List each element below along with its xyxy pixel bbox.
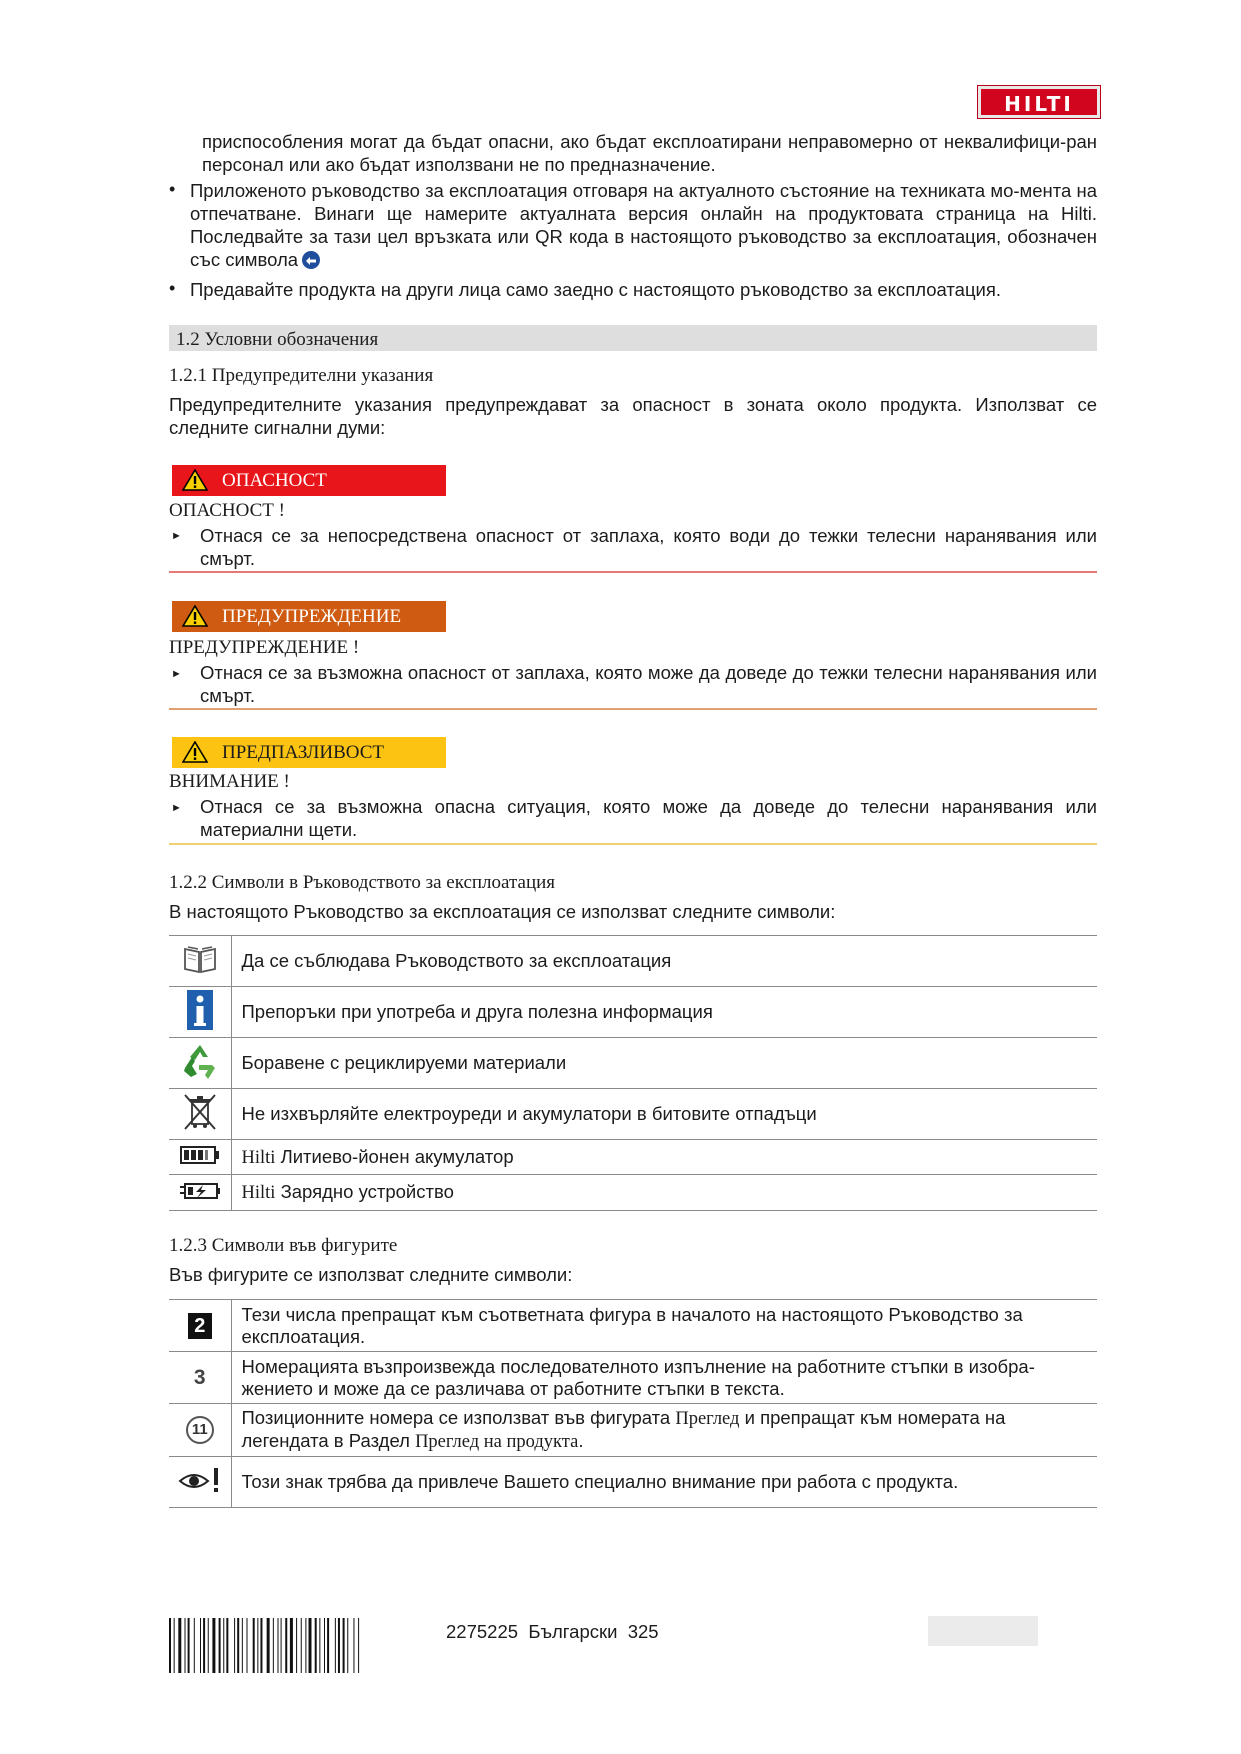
eye-attention-icon [178,1466,222,1494]
step-number-icon: 3 [193,1365,206,1389]
table-cell: Тези числа препращат към съответната фигура в началото на настоящото Ръководство за експлоатация. [231,1300,1097,1352]
figure-symbols-table [169,1299,1097,1508]
danger-signal-box [172,465,446,496]
table-cell: Препоръки при употреба и друга полезна информация [231,987,1097,1038]
intro-bullet-2: Предавайте продукта на други лица само заедно с настоящото ръководство за експлоатация. [190,279,1002,300]
danger-label: ОПАСНОСТ [222,470,327,491]
danger-title: ОПАСНОСТ ! [169,500,285,521]
table-cell: Да се съблюдава Ръководството за експлоатация [231,936,1097,987]
arrow-bullet-icon: ► [171,668,182,680]
manual-symbols-heading: 1.2.2 Символи в Ръководството за експлоатация [169,872,556,893]
table-row [169,936,1097,987]
page-footer: 2275225 Български 325 [446,1621,659,1642]
caution-title: ВНИМАНИЕ ! [169,771,290,792]
manual-symbols-table [169,935,1097,1211]
manual-symbols-intro: В настоящото Ръководство за експлоатация се използват следните символи: [169,901,836,922]
intro-bullet-1: Приложеното ръководство за експлоатация отговаря на актуалното състояние на техниката мо-мента на отпечатване. Винаги ще намерите актуалната версия онлайн на продуктовата страница на Hilti. Последвайте за тази цел връзката или QR кода в настоящото ръководство за експлоатация, обозначен със символа [190,180,1097,270]
table-row [169,1300,1097,1352]
battery-icon [180,1145,220,1165]
danger-divider [169,571,1097,573]
book-icon [182,944,218,974]
table-cell: Номерацията възпроизвежда последователното изпълнение на работните стъпки в изобра-жението и може да се различава от работните стъпки в текста. [231,1352,1097,1404]
qr-link-icon[interactable] [301,250,321,270]
table-row [169,1089,1097,1140]
caution-text: Отнася се за възможна опасна ситуация, която може да доведе до телесни наранявания или материални щети. [200,796,1097,840]
table-row [169,1352,1097,1404]
hilti-logo: HILTI [978,86,1100,118]
charger-icon [179,1178,221,1202]
table-row [169,1404,1097,1457]
caution-label: ПРЕДПАЗЛИВОСТ [222,742,385,763]
recycle-icon [181,1042,219,1080]
table-cell: Hilti Зарядно устройство [231,1175,1097,1211]
intro-continuation: приспособления могат да бъдат опасни, ако бъдат експлоатирани неправомерно от неквалифици-ран персонал или ако бъдат използвани не по предназначение. [202,131,1097,175]
warning-title: ПРЕДУПРЕЖДЕНИЕ ! [169,637,360,658]
warning-divider [169,708,1097,710]
figure-number-icon: 2 [188,1313,212,1339]
table-cell: Hilti Литиево-йонен акумулатор [231,1140,1097,1175]
warning-triangle-icon [182,469,208,491]
warning-triangle-icon [182,741,208,763]
bullet-marker: • [169,179,176,199]
crossed-bin-icon [182,1092,218,1132]
arrow-bullet-icon: ► [171,530,182,542]
warning-triangle-icon [182,605,208,627]
warning-text: Отнася се за възможна опасност от заплаха, която може да доведе до тежки телесни наранявания или смърт. [200,662,1097,706]
figure-symbols-heading: 1.2.3 Символи във фигурите [169,1235,398,1256]
table-cell: Боравене с рециклируеми материали [231,1038,1097,1089]
arrow-bullet-icon: ► [171,802,182,814]
caution-signal-box [172,737,446,768]
warnings-subheading: 1.2.1 Предупредителни указания [169,365,434,386]
section-heading: 1.2 Условни обозначения [169,325,1097,351]
barcode-icon [169,1618,423,1673]
position-number-icon: 11 [186,1416,214,1444]
table-cell: Не изхвърляйте електроуреди и акумулатори в битовите отпадъци [231,1089,1097,1140]
figure-symbols-intro: Във фигурите се използват следните символи: [169,1264,573,1285]
table-row [169,1140,1097,1175]
footer-gray-box [928,1616,1038,1646]
table-row [169,1038,1097,1089]
caution-divider [169,843,1097,845]
bullet-marker: • [169,278,176,298]
table-cell: Този знак трябва да привлече Вашето специално внимание при работа с продукта. [231,1457,1097,1508]
warning-label: ПРЕДУПРЕЖДЕНИЕ [222,606,402,627]
info-icon [187,990,213,1030]
danger-text: Отнася се за непосредствена опасност от заплаха, която води до тежки телесни наранявания или смърт. [200,525,1097,569]
table-row [169,1457,1097,1508]
table-row [169,987,1097,1038]
table-cell: Позиционните номера се използват във фигурата Преглед и препращат към номерата на легендата в Раздел Преглед на продукта. [231,1404,1097,1457]
warnings-intro: Предупредителните указания предупреждават за опасност в зоната около продукта. Използват се следните сигнални думи: [169,394,1097,438]
warning-signal-box [172,601,446,632]
table-row [169,1175,1097,1211]
